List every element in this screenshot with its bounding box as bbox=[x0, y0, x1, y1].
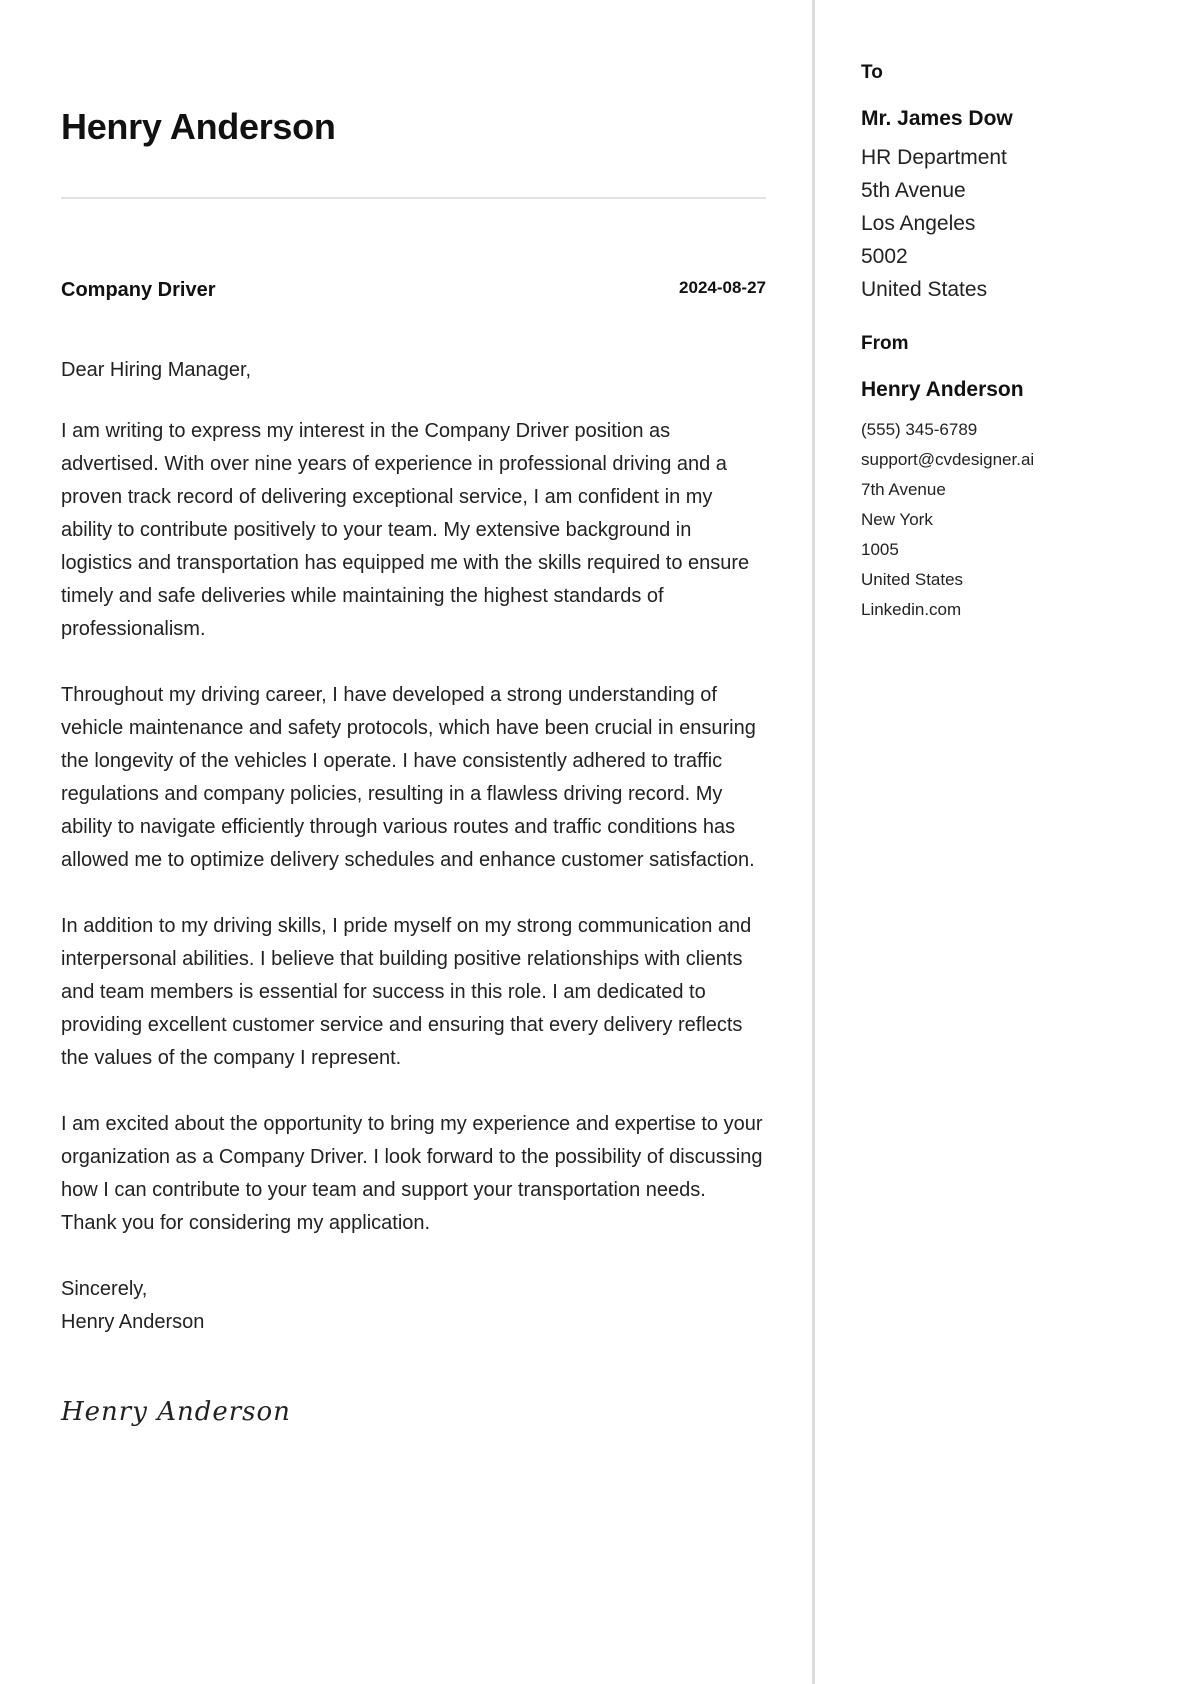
paragraph-4: I am excited about the opportunity to bring my experience and expertise to your organization as a Company Driver. I look forward to the possibility of discussing how I can contribute to your team and support your transportation needs. Thank you for considering my application. bbox=[61, 1113, 763, 1234]
paragraph-3: In addition to my driving skills, I pride myself on my strong communication and interpersonal abilities. I believe that building positive relationships with clients and team members is essential for success in this role. I am dedicated to providing excellent customer service and ensuring that every delivery reflects the values of the company I represent. bbox=[61, 915, 752, 1069]
paragraph-1: I am writing to express my interest in the Company Driver position as advertised. With over nine years of experience in professional driving and a proven track record of delivering exceptional service, I am confident in my ability to contribute positively to your team. My extensive background in logistics and transportation has equipped me with the skills required to ensure timely and safe deliveries while maintaining the highest standards of professionalism. bbox=[61, 420, 750, 640]
handwritten-signature: Henry Anderson bbox=[61, 1397, 291, 1427]
applicant-name: Henry Anderson bbox=[61, 106, 336, 147]
sender-city: New York bbox=[861, 510, 933, 529]
letter-body bbox=[61, 354, 766, 1339]
recipient-address bbox=[861, 141, 1007, 306]
letter-date: 2024-08-27 bbox=[679, 278, 766, 297]
sender-website: Linkedin.com bbox=[861, 600, 962, 619]
sender-heading: From bbox=[861, 333, 909, 354]
closing: Sincerely, bbox=[61, 1278, 148, 1300]
sender-name: Henry Anderson bbox=[861, 378, 1024, 401]
sender-street: 7th Avenue bbox=[861, 480, 946, 499]
sender-postal-code: 1005 bbox=[861, 540, 899, 559]
job-title: Company Driver bbox=[61, 279, 216, 301]
sender-phone: (555) 345-6789 bbox=[861, 420, 978, 439]
column-divider bbox=[812, 0, 815, 1684]
recipient-city: Los Angeles bbox=[861, 212, 976, 235]
recipient-name: Mr. James Dow bbox=[861, 107, 1013, 130]
sender-email: support@cvdesigner.ai bbox=[861, 450, 1035, 469]
header-divider bbox=[61, 197, 766, 199]
paragraph-2: Throughout my driving career, I have developed a strong understanding of vehicle maintenance and safety protocols, which have been crucial in ensuring the longevity of the vehicles I operate. I have consistently adhered to traffic regulations and company policies, resulting in a flawless driving record. My ability to navigate efficiently through various routes and traffic conditions has allowed me to optimize delivery schedules and enhance customer satisfaction. bbox=[61, 684, 756, 871]
letter-main-column bbox=[61, 0, 766, 1684]
recipient-postal-code: 5002 bbox=[861, 245, 908, 268]
recipient-country: United States bbox=[861, 278, 988, 301]
sender-country: United States bbox=[861, 570, 964, 589]
recipient-heading: To bbox=[861, 62, 883, 83]
recipient-street: 5th Avenue bbox=[861, 179, 966, 202]
sender-details bbox=[861, 415, 1034, 625]
closing-name: Henry Anderson bbox=[61, 1311, 205, 1333]
salutation: Dear Hiring Manager, bbox=[61, 359, 252, 381]
recipient-department: HR Department bbox=[861, 146, 1007, 169]
